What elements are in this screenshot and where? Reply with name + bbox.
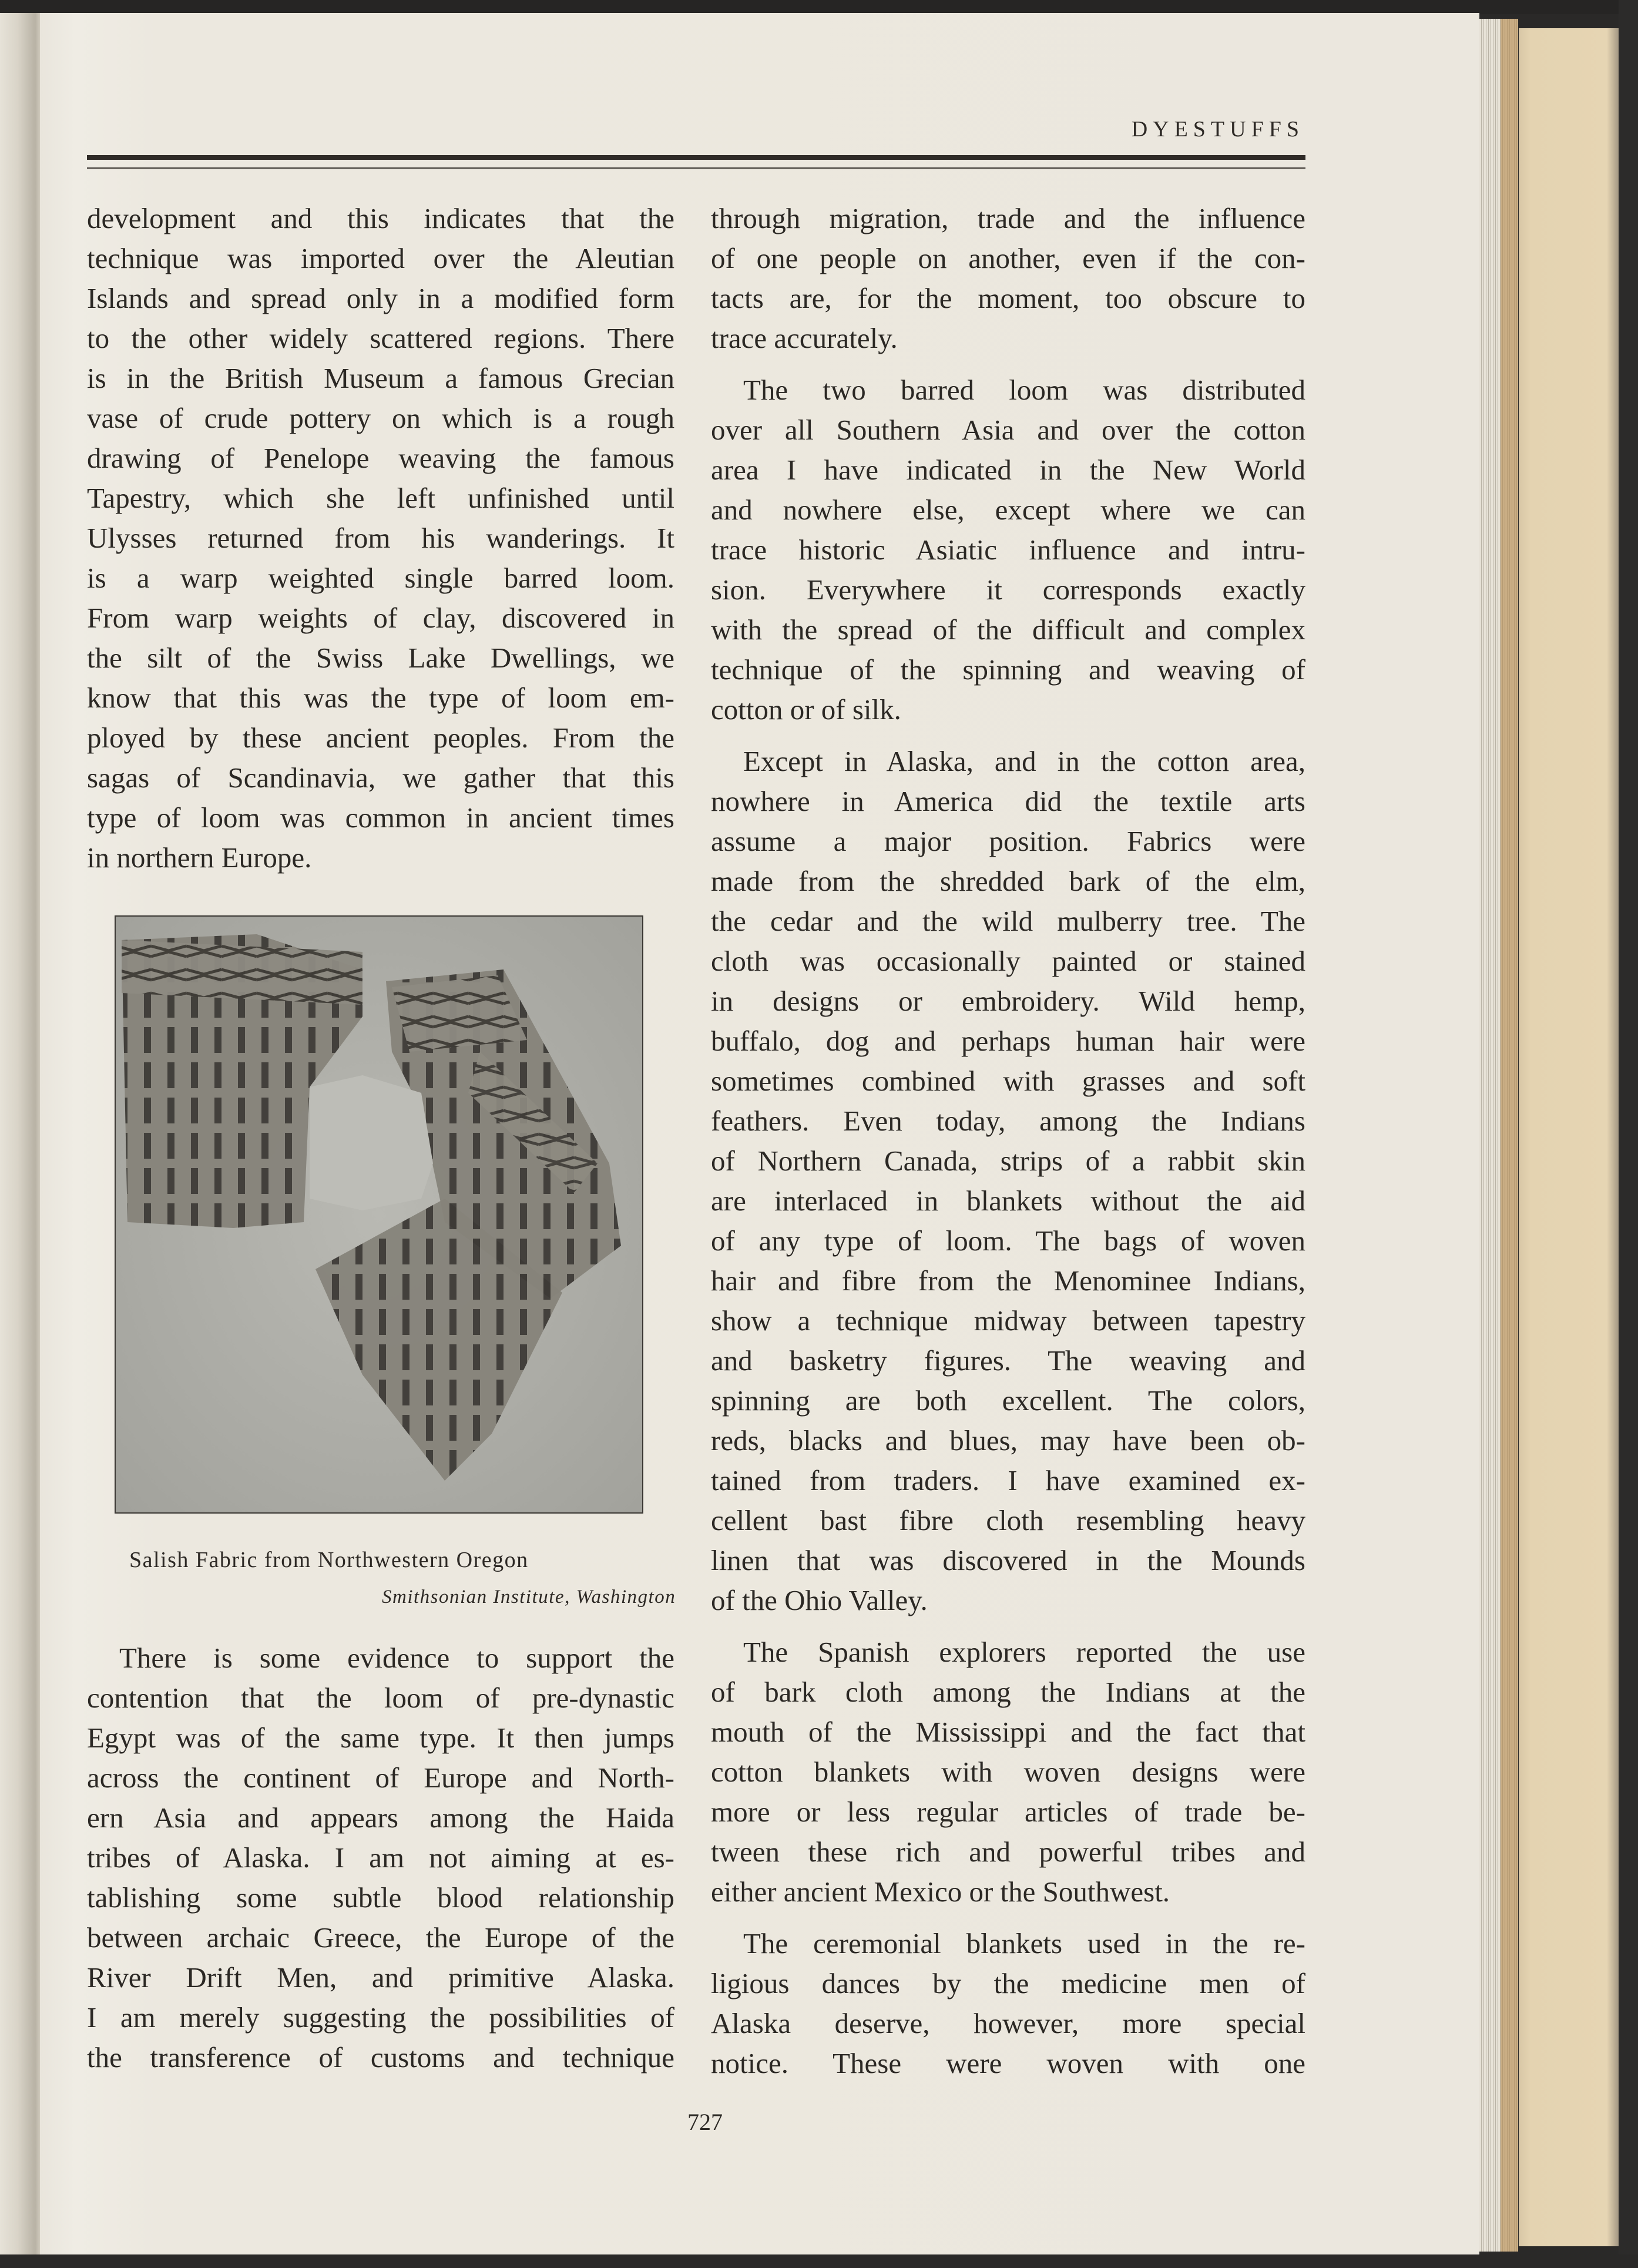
- page-number: 727: [687, 2109, 723, 2135]
- text-line: sagas of Scandinavia, we gather that this: [87, 761, 674, 794]
- text-line: ligious dances by the medicine men of: [711, 1967, 1305, 1999]
- text-line: cotton or of silk.: [711, 693, 901, 726]
- text-line: tablishing some subtle blood relationship: [87, 1881, 674, 1914]
- book-cover-right: [1619, 0, 1638, 2268]
- text-line: drawing of Penelope weaving the famous: [87, 442, 674, 474]
- text-line: know that this was the type of loom em-: [87, 682, 674, 714]
- text-line: The ceremonial blankets used in the re-: [743, 1927, 1305, 1960]
- text-line: cellent bast fibre cloth resembling heavy: [711, 1504, 1305, 1536]
- endpaper: [1519, 28, 1619, 2246]
- page-edges: [1479, 19, 1501, 2252]
- text-line: of the Ohio Valley.: [711, 1584, 928, 1616]
- text-line: across the continent of Europe and North-: [87, 1762, 674, 1794]
- text-line: mouth of the Mississippi and the fact that: [711, 1716, 1305, 1748]
- text-line: technique was imported over the Aleutian: [87, 242, 674, 274]
- right-column: [711, 199, 1305, 2084]
- text-line: Alaska deserve, however, more special: [711, 2007, 1305, 2039]
- text-line: through migration, trade and the influence: [711, 202, 1305, 234]
- text-line: between archaic Greece, the Europe of the: [87, 1921, 674, 1954]
- text-line: over all Southern Asia and over the cotton: [711, 414, 1305, 446]
- figure-photo: [115, 915, 643, 1514]
- text-line: buffalo, dog and perhaps human hair were: [711, 1025, 1305, 1057]
- text-line: There is some evidence to support the: [119, 1642, 674, 1674]
- text-line: assume a major position. Fabrics were: [711, 825, 1305, 857]
- text-line: sion. Everywhere it corresponds exactly: [711, 573, 1305, 606]
- salish-fabric-photo: [116, 917, 642, 1512]
- text-line: are interlaced in blankets without the aid: [711, 1185, 1305, 1217]
- text-line: trace historic Asiatic influence and intru-: [711, 534, 1305, 566]
- text-line: more or less regular articles of trade be-: [711, 1796, 1305, 1828]
- text-line: reds, blacks and blues, may have been ob-: [711, 1424, 1305, 1457]
- text-line: tacts are, for the moment, too obscure to: [711, 282, 1305, 314]
- text-line: The two barred loom was distributed: [743, 374, 1305, 406]
- text-line: Except in Alaska, and in the cotton area,: [743, 745, 1305, 777]
- text-line: with the spread of the difficult and complex: [711, 613, 1305, 646]
- text-line: Egypt was of the same type. It then jumps: [87, 1722, 674, 1754]
- text-line: the transference of customs and technique: [87, 2041, 674, 2074]
- text-line: and nowhere else, except where we can: [711, 494, 1305, 526]
- text-line: made from the shredded bark of the elm,: [711, 865, 1305, 897]
- text-line: feathers. Even today, among the Indians: [711, 1105, 1305, 1137]
- text-line: tween these rich and powerful tribes and: [711, 1836, 1305, 1868]
- text-line: tribes of Alaska. I am not aiming at es-: [87, 1841, 674, 1874]
- text-line: of one people on another, even if the con-: [711, 242, 1305, 274]
- paragraph: [711, 199, 1305, 358]
- text-line: The Spanish explorers reported the use: [743, 1636, 1305, 1668]
- text-line: spinning are both excellent. The colors,: [711, 1384, 1305, 1417]
- text-line: of bark cloth among the Indians at the: [711, 1676, 1305, 1708]
- text-line: Ulysses returned from his wanderings. It: [87, 522, 674, 554]
- text-line: of any type of loom. The bags of woven: [711, 1224, 1305, 1257]
- text-line: in northern Europe.: [87, 841, 312, 874]
- text-line: is a warp weighted single barred loom.: [87, 562, 674, 594]
- text-line: show a technique midway between tapestry: [711, 1304, 1305, 1337]
- text-line: hair and fibre from the Menominee Indians,: [711, 1264, 1305, 1297]
- book-cover-bottom: [0, 2254, 1638, 2268]
- text-line: of Northern Canada, strips of a rabbit skin: [711, 1145, 1305, 1177]
- text-line: I am merely suggesting the possibilities of: [87, 2001, 674, 2034]
- text-line: tained from traders. I have examined ex-: [711, 1464, 1305, 1497]
- text-line: technique of the spinning and weaving of: [711, 653, 1305, 686]
- text-line: in designs or embroidery. Wild hemp,: [711, 985, 1305, 1017]
- text-line: sometimes combined with grasses and soft: [711, 1065, 1305, 1097]
- text-line: the cedar and the wild mulberry tree. The: [711, 905, 1305, 937]
- text-line: ern Asia and appears among the Haida: [87, 1801, 674, 1834]
- text-line: area I have indicated in the New World: [711, 454, 1305, 486]
- figure-caption: Salish Fabric from Northwestern Oregon: [129, 1548, 529, 1572]
- text-line: linen that was discovered in the Mounds: [711, 1544, 1305, 1576]
- text-line: contention that the loom of pre-dynastic: [87, 1682, 674, 1714]
- paragraph: [711, 370, 1305, 730]
- figure-credit: Smithsonian Institute, Washington: [382, 1586, 676, 1608]
- text-line: either ancient Mexico or the Southwest.: [711, 1876, 1170, 1908]
- text-line: nowhere in America did the textile arts: [711, 785, 1305, 817]
- text-line: notice. These were woven with one: [711, 2047, 1305, 2079]
- text-line: to the other widely scattered regions. There: [87, 322, 674, 354]
- text-line: trace accurately.: [711, 322, 898, 354]
- text-line: Islands and spread only in a modified form: [87, 282, 674, 314]
- text-line: development and this indicates that the: [87, 202, 674, 234]
- text-line: is in the British Museum a famous Grecian: [87, 362, 674, 394]
- header-rule-thick: [87, 155, 1305, 160]
- text-line: cloth was occasionally painted or stained: [711, 945, 1305, 977]
- text-line: Tapestry, which she left unfinished until: [87, 482, 674, 514]
- left-column-top: [87, 199, 674, 878]
- text-line: the silt of the Swiss Lake Dwellings, we: [87, 642, 674, 674]
- left-column-bottom: [87, 1638, 674, 2078]
- text-line: type of loom was common in ancient times: [87, 801, 674, 834]
- text-line: and basketry figures. The weaving and: [711, 1344, 1305, 1377]
- running-head: DYESTUFFS: [1131, 117, 1304, 142]
- paragraph: [711, 1924, 1305, 2084]
- text-line: From warp weights of clay, discovered in: [87, 602, 674, 634]
- paragraph: [711, 1632, 1305, 1912]
- header-rule-thin: [87, 167, 1305, 169]
- page-edges-aged: [1501, 19, 1518, 2252]
- facing-page-edge: [0, 13, 40, 2268]
- book-cover-top: [0, 0, 1638, 14]
- text-line: ployed by these ancient peoples. From the: [87, 722, 674, 754]
- text-line: cotton blankets with woven designs were: [711, 1756, 1305, 1788]
- text-line: vase of crude pottery on which is a rough: [87, 402, 674, 434]
- paragraph: [711, 742, 1305, 1621]
- text-line: River Drift Men, and primitive Alaska.: [87, 1961, 674, 1994]
